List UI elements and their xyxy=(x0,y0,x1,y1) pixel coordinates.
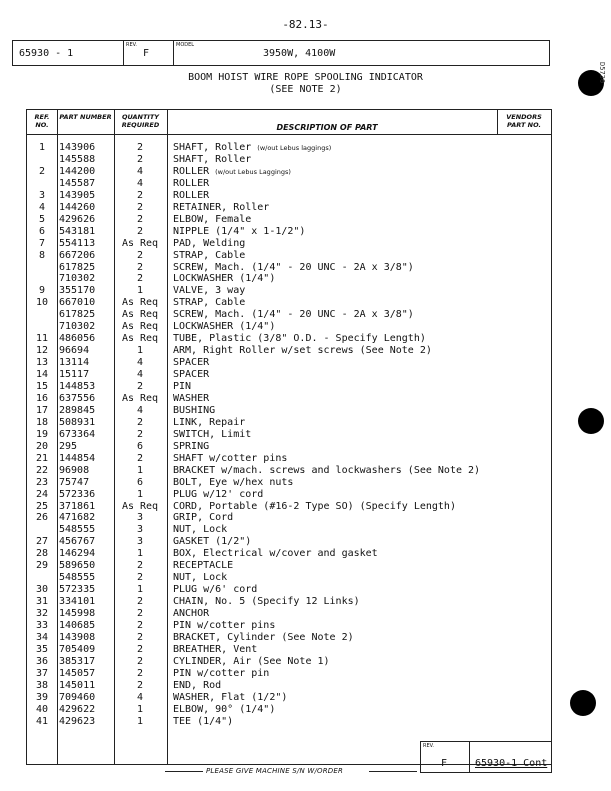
table-row xyxy=(27,166,551,178)
part-number: 145588 xyxy=(59,153,96,165)
part-number: 617825 xyxy=(59,309,96,321)
footer-rev-label: REV. xyxy=(423,743,434,749)
part-number: 508931 xyxy=(59,416,96,428)
table-row xyxy=(27,142,551,154)
quantity: 2 xyxy=(136,142,144,153)
table-row xyxy=(27,333,551,345)
description: SWITCH, Limit xyxy=(173,428,252,440)
footer-box xyxy=(420,741,552,773)
quantity: 3 xyxy=(136,536,144,548)
part-number: 429622 xyxy=(59,703,96,715)
description: TEE (1/4") xyxy=(173,715,234,727)
part-number: 140685 xyxy=(59,620,96,631)
ref-no: 39 xyxy=(35,691,49,703)
quantity: 2 xyxy=(136,608,144,620)
ref-no: 28 xyxy=(35,548,49,560)
quantity: 2 xyxy=(136,631,144,643)
ref-no: 12 xyxy=(35,345,49,357)
description: BOX, Electrical w/cover and gasket xyxy=(173,548,378,560)
table-row xyxy=(27,632,551,644)
col-head-description: DESCRIPTION OF PART xyxy=(276,123,378,132)
description: NIPPLE (1/4" x 1-1/2") xyxy=(173,225,306,237)
description: GASKET (1/2") xyxy=(173,536,252,548)
table-row xyxy=(27,262,551,274)
description: SPACER xyxy=(173,369,210,381)
table-row xyxy=(27,369,551,381)
ref-no: 23 xyxy=(35,476,49,488)
description xyxy=(173,142,331,154)
ref-no: 17 xyxy=(35,404,49,416)
description: PAD, Welding xyxy=(173,237,246,249)
description: RECEPTACLE xyxy=(173,560,234,572)
quantity: As Req xyxy=(121,392,159,404)
table-row xyxy=(27,357,551,369)
ref-no: 16 xyxy=(35,392,49,404)
table-row xyxy=(27,704,551,716)
table-row xyxy=(27,441,551,453)
description: BOLT, Eye w/hex nuts xyxy=(173,476,294,488)
part-number: 667206 xyxy=(59,249,96,261)
quantity: 6 xyxy=(136,440,144,452)
table-row xyxy=(27,309,551,321)
description: END, Rod xyxy=(173,679,222,691)
description: GRIP, Cord xyxy=(173,512,234,524)
quantity: 4 xyxy=(136,691,144,703)
table-row xyxy=(27,190,551,202)
ref-no: 13 xyxy=(35,357,49,369)
part-number: 572335 xyxy=(59,584,96,596)
ref-no: 29 xyxy=(35,560,49,572)
description: SCREW, Mach. (1/4" - 20 UNC - 2A x 3/8") xyxy=(173,309,414,321)
ref-no: 40 xyxy=(35,703,49,715)
table-row xyxy=(27,405,551,417)
description: BREATHER, Vent xyxy=(173,643,258,655)
quantity: 2 xyxy=(136,643,144,655)
description: SPRING xyxy=(173,440,210,452)
table-row xyxy=(27,429,551,441)
description: LOCKWASHER (1/4") xyxy=(173,273,276,285)
description-note: (w/out Lebus Laggings) xyxy=(215,167,291,176)
quantity: 1 xyxy=(136,548,144,560)
part-number: 371861 xyxy=(59,500,96,512)
part-number: 289845 xyxy=(59,404,96,416)
ref-no: 37 xyxy=(35,667,49,679)
part-number: 548555 xyxy=(59,524,96,536)
part-number: 145587 xyxy=(59,177,96,189)
ref-no: 18 xyxy=(35,416,49,428)
ref-no: 36 xyxy=(35,655,49,667)
ref-no: 2 xyxy=(38,165,46,177)
description-text: SHAFT, Roller xyxy=(173,142,252,153)
ref-no: 7 xyxy=(38,237,46,249)
quantity: 2 xyxy=(136,620,144,631)
table-row xyxy=(27,202,551,214)
quantity: 2 xyxy=(136,416,144,428)
table-row xyxy=(27,345,551,357)
description: ROLLER xyxy=(173,177,210,189)
description-note: (w/out Lebus laggings) xyxy=(257,144,332,152)
quantity: 2 xyxy=(136,381,144,392)
part-number: 145011 xyxy=(59,679,96,691)
ref-no: 11 xyxy=(35,333,49,345)
table-row xyxy=(27,238,551,250)
description: BRACKET, Cylinder (See Note 2) xyxy=(173,631,354,643)
table-row xyxy=(27,477,551,489)
table-row xyxy=(27,572,551,584)
description: NUT, Lock xyxy=(173,572,228,584)
side-stamp: D5730 xyxy=(598,62,606,84)
table-row xyxy=(27,273,551,285)
part-number: 456767 xyxy=(59,536,96,548)
part-number: 486056 xyxy=(59,333,96,345)
header-box xyxy=(12,40,550,66)
quantity: As Req xyxy=(121,297,159,309)
quantity: 2 xyxy=(136,452,144,464)
description: SCREW, Mach. (1/4" - 20 UNC - 2A x 3/8") xyxy=(173,261,414,273)
quantity: 4 xyxy=(136,369,144,381)
model-value: 3950W, 4100W xyxy=(263,48,336,59)
description: RETAINER, Roller xyxy=(173,201,270,213)
description: STRAP, Cable xyxy=(173,249,246,261)
table-row xyxy=(27,692,551,704)
table-row xyxy=(27,608,551,620)
description: ELBOW, Female xyxy=(173,213,252,225)
quantity: 2 xyxy=(136,655,144,667)
rev-cell xyxy=(123,41,174,65)
ref-no: 10 xyxy=(35,297,49,309)
table-row xyxy=(27,178,551,190)
part-number: 143908 xyxy=(59,631,96,643)
part-number: 572336 xyxy=(59,488,96,500)
ref-no: 31 xyxy=(35,596,49,608)
quantity: 2 xyxy=(136,560,144,572)
quantity: 2 xyxy=(136,201,144,213)
part-number: 144854 xyxy=(59,452,96,464)
quantity: 2 xyxy=(136,225,144,237)
footer-rule xyxy=(369,771,417,772)
description: BUSHING xyxy=(173,404,216,416)
quantity: 1 xyxy=(136,345,144,357)
quantity: 2 xyxy=(136,189,144,201)
table-row xyxy=(27,536,551,548)
ref-no: 21 xyxy=(35,452,49,464)
quantity: 1 xyxy=(136,285,144,297)
ref-no: 3 xyxy=(38,189,46,201)
table-row xyxy=(27,393,551,405)
ref-no: 25 xyxy=(35,500,49,512)
ref-no: 27 xyxy=(35,536,49,548)
footer-rev-value: F xyxy=(441,758,448,769)
part-number: 143905 xyxy=(59,189,96,201)
description: PIN xyxy=(173,381,192,392)
quantity: 1 xyxy=(136,584,144,596)
quantity: 1 xyxy=(136,703,144,715)
ref-no: 8 xyxy=(38,249,46,261)
description: CYLINDER, Air (See Note 1) xyxy=(173,655,330,667)
quantity: As Req xyxy=(121,500,159,512)
quantity: 2 xyxy=(136,572,144,584)
ref-no: 34 xyxy=(35,631,49,643)
ref-no: 6 xyxy=(38,225,46,237)
table-row xyxy=(27,465,551,477)
ref-no: 14 xyxy=(35,369,49,381)
description: CORD, Portable (#16-2 Type SO) (Specify Length) xyxy=(173,500,456,512)
ref-no: 41 xyxy=(35,715,49,727)
part-number: 554113 xyxy=(59,237,96,249)
part-number: 617825 xyxy=(59,261,96,273)
quantity: As Req xyxy=(121,333,159,345)
part-number: 96908 xyxy=(59,464,90,476)
description: SPACER xyxy=(173,357,210,369)
ref-no: 9 xyxy=(38,285,46,297)
table-row xyxy=(27,524,551,536)
model-cell xyxy=(173,41,548,65)
part-number: 144853 xyxy=(59,381,96,392)
table-row xyxy=(27,668,551,680)
ref-no: 32 xyxy=(35,608,49,620)
description: ROLLER xyxy=(173,189,210,201)
ref-no: 38 xyxy=(35,679,49,691)
table-row xyxy=(27,214,551,226)
quantity: 4 xyxy=(136,404,144,416)
col-head-vendor: VENDORS PART NO. xyxy=(506,113,542,129)
quantity: 6 xyxy=(136,476,144,488)
description: LINK, Repair xyxy=(173,416,246,428)
description: WASHER, Flat (1/2") xyxy=(173,691,288,703)
title-line-1: BOOM HOIST WIRE ROPE SPOOLING INDICATOR xyxy=(188,72,423,83)
doc-number-cell xyxy=(13,41,124,65)
model-label: MODEL xyxy=(176,42,195,48)
part-number: 667010 xyxy=(59,297,96,309)
description: ELBOW, 90° (1/4") xyxy=(173,703,276,715)
section-title xyxy=(0,72,611,96)
part-number: 548555 xyxy=(59,572,96,584)
table-row xyxy=(27,501,551,513)
quantity: 4 xyxy=(136,165,144,177)
ref-no: 33 xyxy=(35,620,49,631)
doc-number: 65930 - 1 xyxy=(19,48,74,59)
table-row xyxy=(27,584,551,596)
part-number: 144200 xyxy=(59,165,96,177)
quantity: 1 xyxy=(136,464,144,476)
header-divider xyxy=(27,134,551,135)
description: VALVE, 3 way xyxy=(173,285,246,297)
description: SHAFT, Roller xyxy=(173,153,252,165)
quantity: As Req xyxy=(121,237,159,249)
footer-rule xyxy=(165,771,203,772)
part-number: 709460 xyxy=(59,691,96,703)
part-number: 145998 xyxy=(59,608,96,620)
quantity: 2 xyxy=(136,273,144,285)
table-row xyxy=(27,560,551,572)
part-number: 75747 xyxy=(59,476,90,488)
table-row xyxy=(27,680,551,692)
description: LOCKWASHER (1/4") xyxy=(173,321,276,333)
quantity: 3 xyxy=(136,512,144,524)
description: TUBE, Plastic (3/8" O.D. - Specify Length) xyxy=(173,333,426,345)
part-number: 145057 xyxy=(59,667,96,679)
description: CHAIN, No. 5 (Specify 12 Links) xyxy=(173,596,360,608)
rev-label: REV. xyxy=(126,42,137,48)
quantity: 2 xyxy=(136,153,144,165)
binder-hole-icon xyxy=(578,408,604,434)
part-number: 637556 xyxy=(59,392,96,404)
table-row xyxy=(27,548,551,560)
quantity: 3 xyxy=(136,524,144,536)
description: WASHER xyxy=(173,392,210,404)
description: STRAP, Cable xyxy=(173,297,246,309)
quantity: 2 xyxy=(136,667,144,679)
table-row xyxy=(27,381,551,393)
ref-no: 19 xyxy=(35,428,49,440)
part-number: 295 xyxy=(59,440,78,452)
part-number: 429626 xyxy=(59,213,96,225)
description: PIN w/cotter pin xyxy=(173,667,270,679)
footer-doc-cont: 65930-1 Cont xyxy=(475,758,548,769)
quantity: 4 xyxy=(136,357,144,369)
quantity: 2 xyxy=(136,679,144,691)
part-number: 429623 xyxy=(59,715,96,727)
part-number: 705409 xyxy=(59,643,96,655)
table-row xyxy=(27,716,551,728)
description-text: ROLLER xyxy=(173,165,210,177)
part-number: 146294 xyxy=(59,548,96,560)
ref-no: 20 xyxy=(35,440,49,452)
ref-no: 24 xyxy=(35,488,49,500)
col-head-part: PART NUMBER xyxy=(59,113,112,121)
footer-divider xyxy=(469,742,470,772)
table-row xyxy=(27,285,551,297)
rev-value: F xyxy=(143,48,150,59)
binder-hole-icon xyxy=(570,690,596,716)
table-row xyxy=(27,250,551,262)
part-number: 96694 xyxy=(59,345,90,357)
part-number: 710302 xyxy=(59,321,96,333)
table-row xyxy=(27,453,551,465)
footer-instruction: PLEASE GIVE MACHINE S/N W/ORDER xyxy=(206,767,344,775)
col-head-qty: QUANTITY REQUIRED xyxy=(121,113,160,129)
table-row xyxy=(27,154,551,166)
table-row xyxy=(27,656,551,668)
quantity: As Req xyxy=(121,321,159,333)
quantity: 2 xyxy=(136,249,144,261)
table-row xyxy=(27,226,551,238)
description: PLUG w/12' cord xyxy=(173,488,264,500)
description: ARM, Right Roller w/set screws (See Note 2) xyxy=(173,345,432,357)
table-row xyxy=(27,596,551,608)
part-number: 13114 xyxy=(59,357,90,369)
title-line-2: (SEE NOTE 2) xyxy=(269,84,342,95)
quantity: 2 xyxy=(136,428,144,440)
quantity: 2 xyxy=(136,596,144,608)
table-row xyxy=(27,417,551,429)
quantity: 4 xyxy=(136,177,144,189)
quantity: 2 xyxy=(136,213,144,225)
quantity: 2 xyxy=(136,261,144,273)
ref-no: 26 xyxy=(35,512,49,524)
quantity: 1 xyxy=(136,488,144,500)
table-row xyxy=(27,620,551,632)
part-number: 143906 xyxy=(59,142,96,153)
part-number: 543181 xyxy=(59,225,96,237)
quantity: 1 xyxy=(136,715,144,727)
quantity: As Req xyxy=(121,309,159,321)
description: BRACKET w/mach. screws and lockwashers (See Note 2) xyxy=(173,464,481,476)
ref-no: 22 xyxy=(35,464,49,476)
description: PIN w/cotter pins xyxy=(173,620,276,631)
ref-no: 4 xyxy=(38,201,46,213)
description: PLUG w/6' cord xyxy=(173,584,258,596)
part-number: 710302 xyxy=(59,273,96,285)
table-row xyxy=(27,644,551,656)
ref-no: 30 xyxy=(35,584,49,596)
description: NUT, Lock xyxy=(173,524,228,536)
part-number: 589650 xyxy=(59,560,96,572)
ref-no: 1 xyxy=(38,142,46,153)
page-number: -82.13- xyxy=(282,18,329,31)
part-number: 15117 xyxy=(59,369,90,381)
ref-no: 15 xyxy=(35,381,49,392)
description: ANCHOR xyxy=(173,608,210,620)
table-row xyxy=(27,297,551,309)
ref-no: 35 xyxy=(35,643,49,655)
parts-table xyxy=(26,109,552,765)
part-number: 385317 xyxy=(59,655,96,667)
col-head-ref: REF. NO. xyxy=(34,113,50,129)
description: SHAFT w/cotter pins xyxy=(173,452,288,464)
part-number: 334101 xyxy=(59,596,96,608)
description xyxy=(173,166,291,178)
part-number: 673364 xyxy=(59,428,96,440)
table-row xyxy=(27,512,551,524)
part-number: 144260 xyxy=(59,201,96,213)
ref-no: 5 xyxy=(38,213,46,225)
table-row xyxy=(27,489,551,501)
part-number: 471682 xyxy=(59,512,96,524)
table-row xyxy=(27,321,551,333)
part-number: 355170 xyxy=(59,285,96,297)
